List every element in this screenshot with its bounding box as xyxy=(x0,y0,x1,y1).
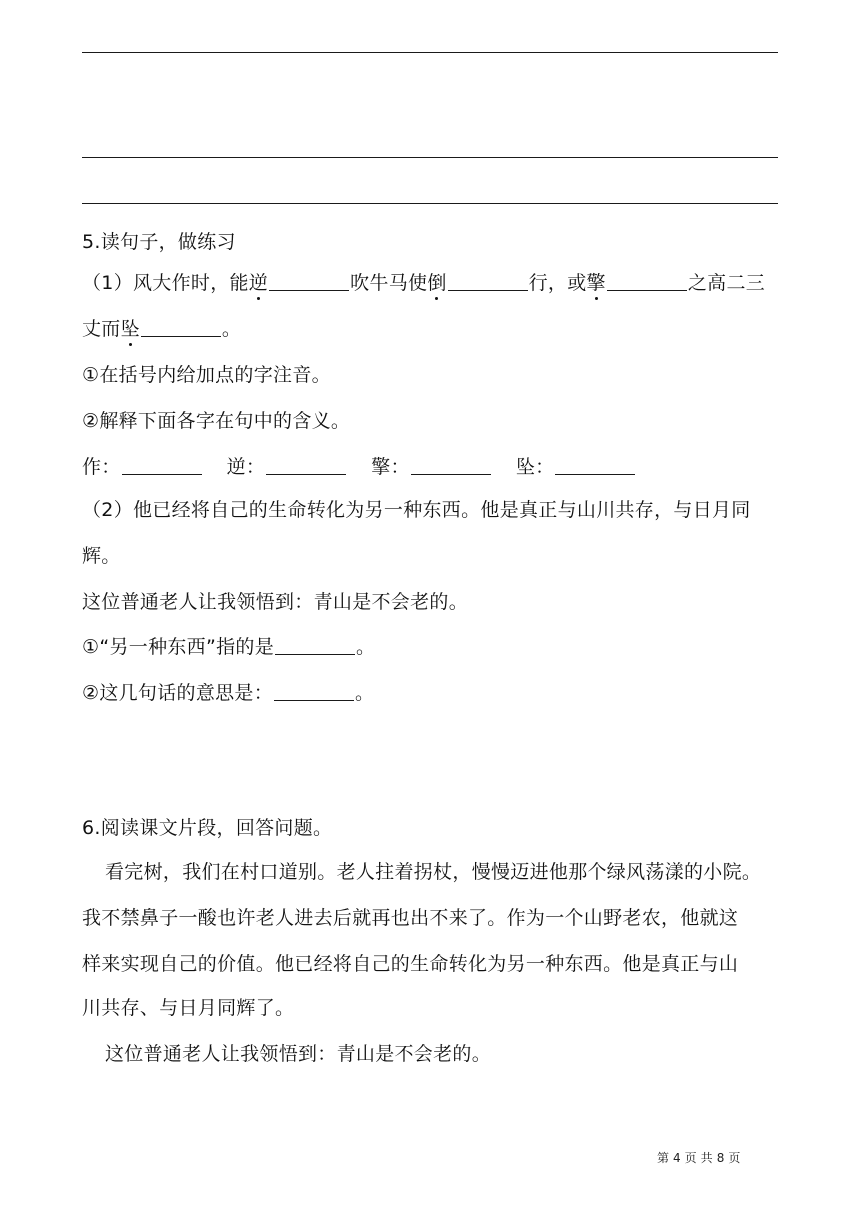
q5-sentence-2-line-2: 辉。 xyxy=(82,545,121,567)
blank-dao[interactable] xyxy=(448,270,528,291)
dotted-char-zhui: 坠 xyxy=(120,318,140,340)
q6-paragraph-1-line-4: 川共存、与日月同辉了。 xyxy=(82,997,295,1019)
q6-paragraph-2: 这位普通老人让我领悟到：青山是不会老的。 xyxy=(105,1043,492,1065)
current-page: 4 xyxy=(673,1151,681,1165)
footer-ye-2: 页 xyxy=(728,1151,741,1165)
q5-title: 5.读句子，做练习 xyxy=(82,231,236,253)
q5-s1-prefix: （1）风大作时，能 xyxy=(82,272,249,294)
blank-qing[interactable] xyxy=(607,270,687,291)
total-pages: 8 xyxy=(716,1151,725,1165)
dotted-char-qing: 擎 xyxy=(586,272,606,294)
q5-sub-4 xyxy=(82,680,374,705)
def-label-qing: 擎： xyxy=(371,456,410,478)
blank-ni[interactable] xyxy=(269,270,349,291)
q5-s1-text-4: 之高二三 xyxy=(687,272,766,294)
q5-sentence-1-line-2 xyxy=(82,316,241,341)
q5-sub-4-prefix: ②这几句话的意思是： xyxy=(82,682,274,704)
def-blank-zuo[interactable] xyxy=(122,454,202,475)
q5-s1-line2-end: 。 xyxy=(221,318,242,340)
q5-sentence-2-line-1: （2）他已经将自己的生命转化为另一种东西。他是真正与山川共存，与日月同 xyxy=(82,499,751,521)
q5-s1-line2-prefix: 丈而 xyxy=(82,318,121,340)
q5-sub-4-end: 。 xyxy=(355,682,375,704)
footer-gong: 共 xyxy=(700,1151,713,1165)
q5-s1-text-2: 吹牛马使 xyxy=(350,272,428,294)
q5-sub-3 xyxy=(82,634,375,659)
def-blank-zhui[interactable] xyxy=(555,454,635,475)
q5-sub-3-end: 。 xyxy=(356,636,376,658)
q5-s1-text-3: 行，或 xyxy=(528,272,587,294)
answer-line-2 xyxy=(82,157,778,158)
q5-sub-1: ①在括号内给加点的字注音。 xyxy=(82,364,331,386)
blank-zhui[interactable] xyxy=(141,316,221,337)
def-blank-ni[interactable] xyxy=(266,454,346,475)
q5-sub-2: ②解释下面各字在句中的含义。 xyxy=(82,410,351,432)
answer-line-1 xyxy=(82,52,778,53)
q5-definitions xyxy=(82,454,636,479)
def-label-zhui: 坠： xyxy=(515,456,555,478)
q5-sub-4-blank[interactable] xyxy=(274,680,354,701)
q6-paragraph-1-line-1: 看完树，我们在村口道别。老人拄着拐杖，慢慢迈进他那个绿风荡漾的小院。 xyxy=(105,861,762,883)
def-blank-qing[interactable] xyxy=(411,454,491,475)
dotted-char-ni: 逆 xyxy=(248,272,269,294)
dotted-char-dao: 倒 xyxy=(427,272,447,294)
page-number-footer xyxy=(657,1150,744,1166)
def-label-zuo: 作： xyxy=(82,456,121,478)
answer-line-3 xyxy=(82,203,778,204)
q6-title: 6.阅读课文片段，回答问题。 xyxy=(82,817,333,839)
q6-paragraph-1-line-2: 我不禁鼻子一酸也许老人进去后就再也出不来了。作为一个山野老农，他就这 xyxy=(82,907,739,929)
footer-ye: 页 xyxy=(684,1151,697,1165)
def-label-ni: 逆： xyxy=(226,456,266,478)
q5-sub-3-prefix: ①“另一种东西”指的是 xyxy=(82,636,275,658)
q5-sentence-2-line-3: 这位普通老人让我领悟到：青山是不会老的。 xyxy=(82,591,469,613)
footer-di: 第 xyxy=(657,1151,670,1165)
q5-sub-3-blank[interactable] xyxy=(275,634,355,655)
q6-paragraph-1-line-3: 样来实现自己的价值。他已经将自己的生命转化为另一种东西。他是真正与山 xyxy=(82,953,739,975)
q5-sentence-1-line-1 xyxy=(82,270,765,295)
